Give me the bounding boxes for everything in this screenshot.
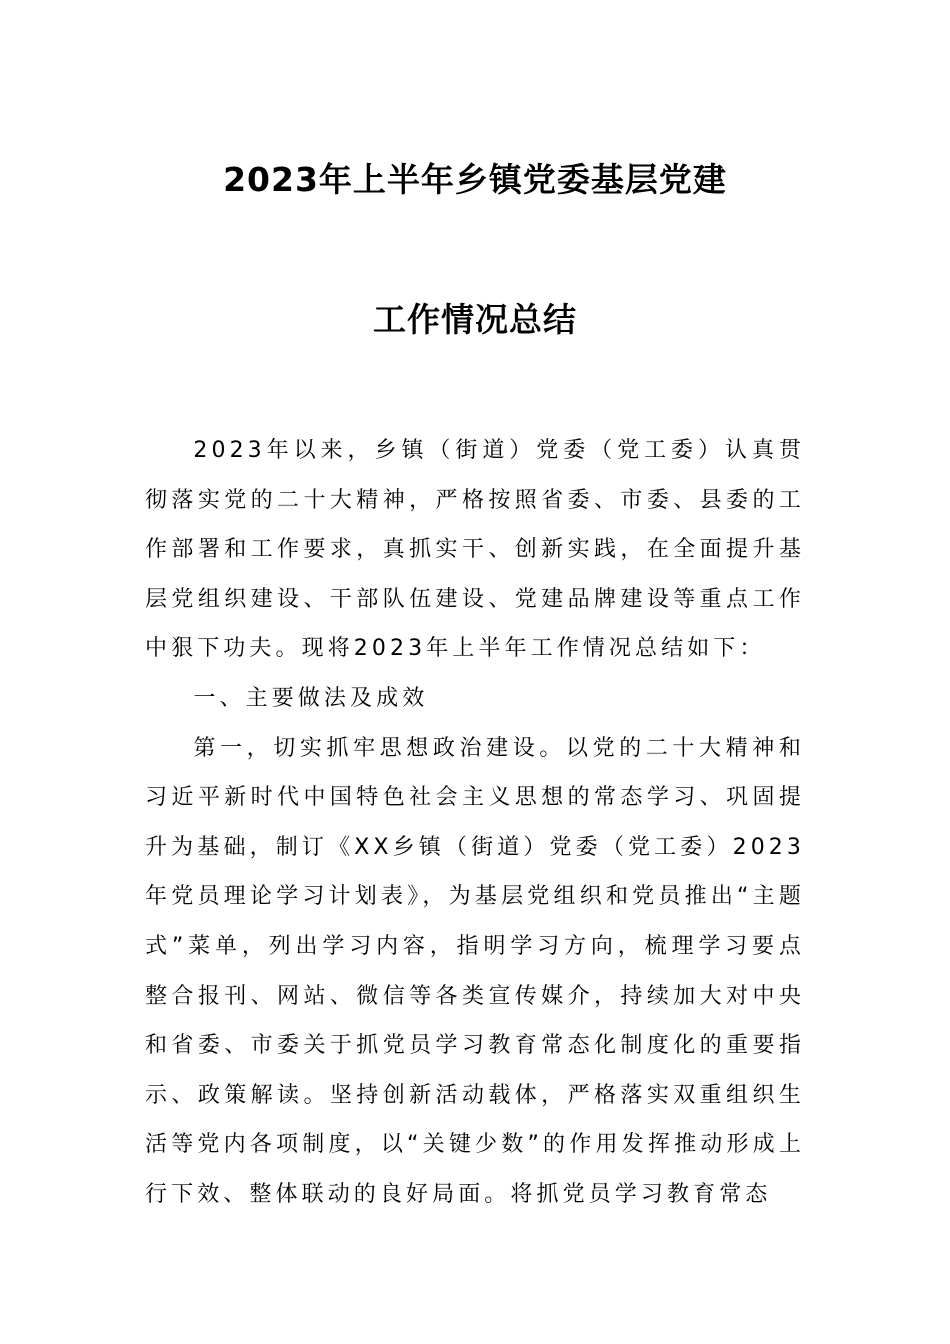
section-heading: 一、主要做法及成效 bbox=[193, 685, 429, 711]
paragraph-first-point: 第一，切实抓牢思想政治建设。以党的二十大精神和习近平新时代中国特色社会主义思想的常态学习、巩固提升为基础，制订《XX乡镇（街道）党委（党工委）2023年党员理论学习计划表》，为基层党组织和党员推出“主题式”菜单，列出学习内容，指明学习方向，梳理学习要点整合报刊、网站、微信等各类宣传媒介，持续加大对中央和省委、市委关于抓党员学习教育常态化制度化的重要指示、政策解读。坚持创新活动载体，严格落实双重组织生活等党内各项制度，以“关键少数”的作用发挥推动形成上行下效、整体联动的良好局面。将抓党员学习教育常态 bbox=[145, 735, 805, 1207]
document-title-line-2: 工作情况总结 bbox=[373, 300, 577, 339]
document-body bbox=[145, 426, 805, 1220]
document-title-line-1: 2023年上半年乡镇党委基层党建 bbox=[223, 160, 727, 199]
paragraph-intro: 2023年以来，乡镇（街道）党委（党工委）认真贯彻落实党的二十大精神，严格按照省委、市委、县委的工作部署和工作要求，真抓实干、创新实践，在全面提升基层党组织建设、干部队伍建设、党建品牌建设等重点工作中狠下功夫。现将2023年上半年工作情况总结如下： bbox=[145, 438, 805, 662]
